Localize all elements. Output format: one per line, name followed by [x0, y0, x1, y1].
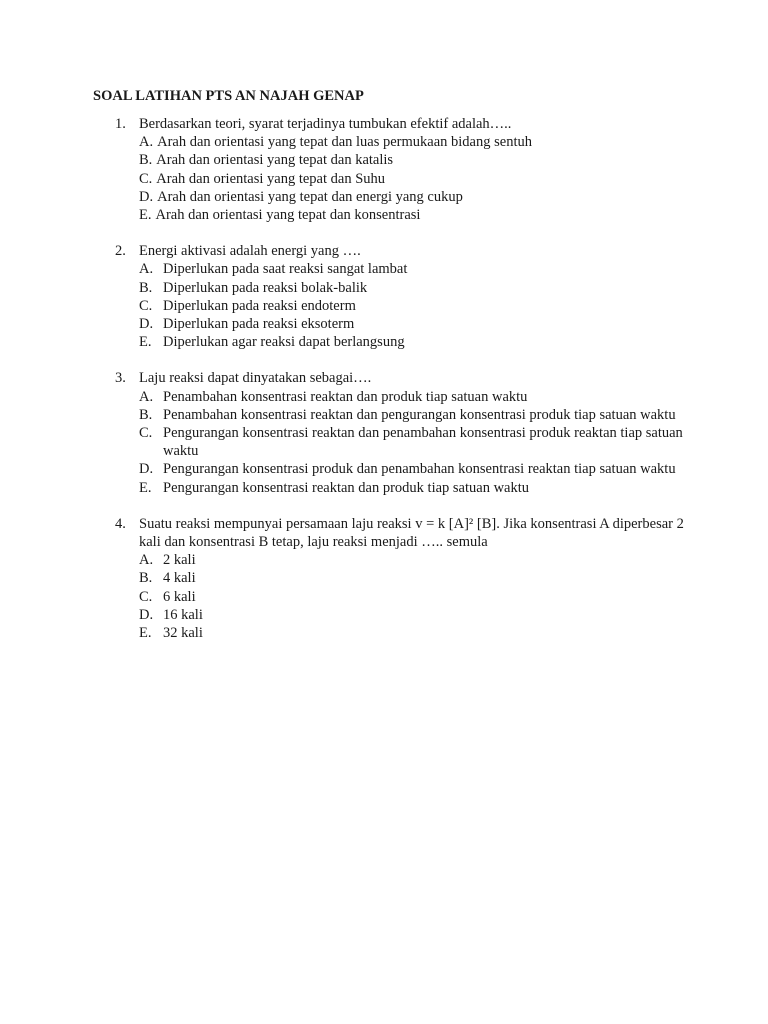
option-text: 6 kali: [163, 588, 196, 605]
question-text: Suatu reaksi mempunyai persamaan laju reaksi v = k [A]² [B]. Jika konsentrasi A diperbesar 2 kali dan konsentrasi B tetap, laju reaksi menjadi ….. semula: [139, 515, 684, 551]
question-number: 1.: [115, 116, 126, 132]
option-letter: A.: [139, 134, 154, 151]
option-c: [139, 170, 685, 188]
option-text: Pengurangan konsentrasi reaktan dan penambahan konsentrasi produk reaktan tiap satuan waktu: [163, 425, 683, 460]
option-d: [139, 315, 685, 333]
option-d: [139, 188, 685, 206]
option-text: Arah dan orientasi yang tepat dan konsentrasi: [155, 207, 421, 224]
option-text: 16 kali: [163, 606, 203, 623]
option-text: Penambahan konsentrasi reaktan dan pengurangan konsentrasi produk tiap satuan waktu: [163, 406, 676, 423]
option-letter: D.: [139, 188, 154, 205]
option-b: [139, 151, 685, 169]
question-list: [115, 115, 685, 660]
option-letter: E.: [139, 207, 152, 224]
option-e: [139, 333, 685, 351]
option-letter: B.: [139, 152, 153, 169]
question-number: 2.: [115, 243, 126, 260]
option-c: [139, 588, 685, 606]
option-text: Arah dan orientasi yang tepat dan katalis: [156, 152, 394, 169]
option-text: Diperlukan pada saat reaksi sangat lambat: [163, 261, 408, 278]
option-b: [139, 279, 685, 297]
option-letter: D.: [139, 606, 154, 623]
option-e: [139, 206, 685, 224]
question-number: 3.: [115, 370, 126, 387]
option-a: [139, 260, 685, 278]
option-e: [139, 624, 685, 642]
option-letter: A.: [139, 261, 154, 278]
question-text: Berdasarkan teori, syarat terjadinya tumbukan efektif adalah…..: [139, 116, 512, 132]
option-a: [139, 551, 685, 569]
option-letter: E.: [139, 625, 152, 642]
option-letter: A.: [139, 552, 154, 569]
option-c: [139, 297, 685, 315]
option-letter: B.: [139, 570, 153, 587]
option-text: Diperlukan pada reaksi eksoterm: [163, 316, 355, 333]
option-text: Arah dan orientasi yang tepat dan luas permukaan bidang sentuh: [157, 134, 532, 151]
option-text: 4 kali: [163, 570, 196, 587]
option-e: [139, 479, 685, 497]
option-letter: A.: [139, 388, 154, 405]
question-number: 4.: [115, 515, 126, 532]
option-c: [139, 424, 685, 460]
option-letter: D.: [139, 461, 154, 478]
option-text: 2 kali: [163, 552, 196, 569]
option-letter: C.: [139, 425, 153, 442]
option-text: Pengurangan konsentrasi produk dan penambahan konsentrasi reaktan tiap satuan waktu: [163, 461, 676, 478]
option-text: Pengurangan konsentrasi reaktan dan produk tiap satuan waktu: [163, 479, 530, 496]
document-title: SOAL LATIHAN PTS AN NAJAH GENAP: [93, 88, 364, 104]
question-4: [115, 515, 685, 642]
option-text: Diperlukan agar reaksi dapat berlangsung: [163, 334, 405, 351]
option-letter: B.: [139, 279, 153, 296]
question-text: Energi aktivasi adalah energi yang ….: [139, 243, 361, 260]
option-letter: E.: [139, 479, 152, 496]
question-2: [115, 242, 685, 351]
option-text: Arah dan orientasi yang tepat dan energi yang cukup: [157, 188, 463, 205]
option-letter: C.: [139, 297, 153, 314]
option-d: [139, 460, 685, 478]
option-a: [139, 133, 685, 151]
question-1: [115, 115, 685, 224]
question-3: [115, 369, 685, 496]
option-letter: D.: [139, 316, 154, 333]
option-letter: C.: [139, 588, 153, 605]
option-b: [139, 569, 685, 587]
option-d: [139, 606, 685, 624]
option-text: Diperlukan pada reaksi bolak-balik: [163, 279, 368, 296]
option-letter: C.: [139, 170, 153, 187]
option-text: 32 kali: [163, 625, 203, 642]
option-letter: B.: [139, 406, 153, 423]
option-letter: E.: [139, 334, 152, 351]
question-text: Laju reaksi dapat dinyatakan sebagai….: [139, 370, 372, 387]
option-a: [139, 388, 685, 406]
option-text: Arah dan orientasi yang tepat dan Suhu: [156, 170, 386, 187]
option-b: [139, 406, 685, 424]
option-text: Penambahan konsentrasi reaktan dan produk tiap satuan waktu: [163, 388, 528, 405]
option-text: Diperlukan pada reaksi endoterm: [163, 297, 356, 314]
